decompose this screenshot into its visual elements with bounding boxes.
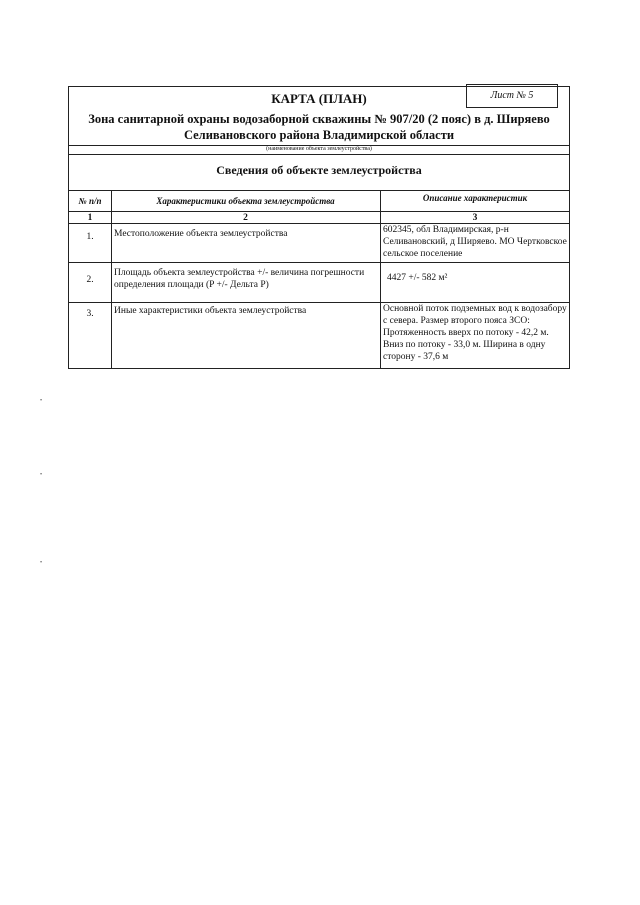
column-number-3: 3 [472, 213, 478, 223]
header-description: Описание характеристик [422, 193, 528, 203]
row-2-number: 2. [86, 275, 94, 285]
row-3-description: Основной поток подземных вод к водозабору с севера. Размер второго пояса ЗСО: Протяженность вверх по потоку - 42,2 м. Вниз по потоку - 33,0 м. Ширина в одну сторону - 37,6 м [383, 304, 567, 362]
object-name: Зона санитарной охраны водозаборной скважины № 907/20 (2 пояс) в д. Ширяево Селивановского района Владимирской области [88, 112, 550, 142]
map-title: КАРТА (ПЛАН) [271, 91, 367, 106]
scan-speck: • [40, 472, 43, 478]
table-rule [69, 262, 569, 263]
column-number-2: 2 [243, 213, 248, 223]
object-name-caption: (наименование объекта землеустройства) [266, 146, 372, 152]
section-divider [69, 154, 569, 155]
sheet-number: Лист № 5 [490, 90, 534, 101]
section-title: Сведения об объекте землеустройства [216, 163, 422, 177]
document-frame [68, 86, 570, 369]
column-number-1: 1 [87, 213, 93, 223]
row-2-characteristic: Площадь объекта землеустройства +/- величина погрешности определения площади (P +/- Дельта P) [114, 268, 365, 290]
row-3-number: 3. [86, 309, 94, 319]
row-1-description: 602345, обл Владимирская, р-н Селивановский, д Ширяево. МО Чертковское сельское поселение [383, 225, 567, 259]
header-number: № п/п [78, 196, 102, 206]
table-rule [69, 190, 569, 191]
header-characteristic: Характеристики объекта землеустройства [156, 196, 335, 206]
row-3-characteristic: Иные характеристики объекта землеустройства [114, 306, 307, 316]
scan-speck: • [40, 398, 43, 404]
scan-speck: • [40, 560, 43, 566]
row-1-characteristic: Местоположение объекта землеустройства [114, 229, 288, 239]
row-2-description: 4427 +/- 582 м² [387, 273, 448, 283]
row-1-number: 1. [86, 232, 94, 242]
characteristics-table [69, 190, 569, 368]
